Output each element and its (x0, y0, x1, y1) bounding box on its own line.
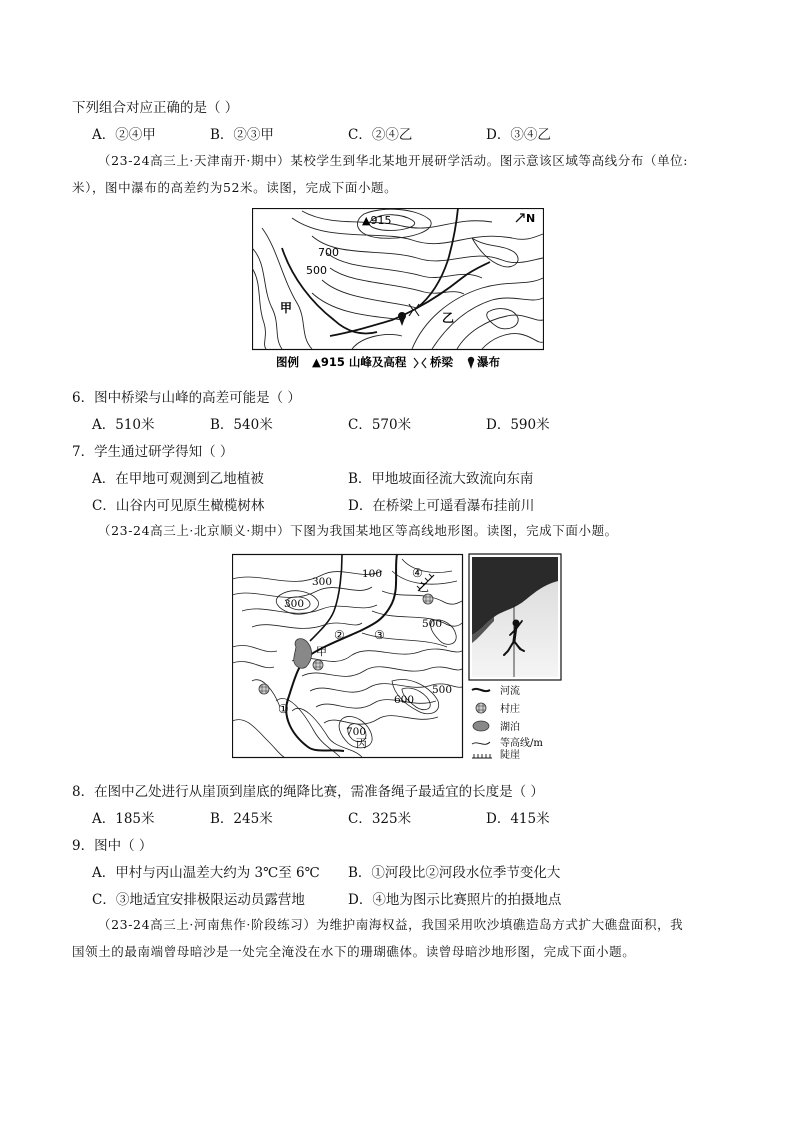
village-icon-west (259, 684, 269, 694)
label-yi: 乙 (442, 311, 455, 325)
q7-stem: 7．学生通过研学得知（ ） (72, 444, 234, 460)
q6-option-c: C．570米 (348, 417, 412, 433)
q9-option-b: B．①河段比②河段水位季节变化大 (348, 865, 561, 881)
q6-option-a: A．510米 (92, 417, 155, 433)
intro3-line1: （23-24高三上·河南焦作·阶段练习）为维护南海权益，我国采用吹沙填礁造岛方式扩大礁盘面积，我 (98, 917, 684, 932)
contour-label-700: 700 (318, 246, 339, 259)
m2-label-n1: ① (278, 702, 289, 716)
legend-cliff-icon (472, 754, 492, 758)
q9-option-c: C．③地适宜安排极限运动员露营地 (92, 892, 305, 908)
q7-option-d: D．在桥梁上可遥看瀑布挂前川 (348, 498, 535, 514)
m2-label-n2: ② (334, 628, 345, 642)
q8-option-a: A．185米 (92, 811, 155, 827)
q8-option-b: B．245米 (210, 811, 273, 827)
map2-legend (472, 684, 543, 759)
legend-waterfall-icon (468, 357, 474, 369)
q9-stem: 9．图中（ ） (72, 838, 153, 854)
contour-map-1 (252, 208, 544, 373)
q5-option-d: D．③④乙 (486, 127, 551, 143)
m2-label-100: 100 (362, 568, 383, 580)
m2-label-yi: 乙 (418, 581, 429, 594)
village-icon-yi (423, 594, 433, 604)
contour-map-2 (232, 551, 564, 759)
q5-stem: 下列组合对应正确的是（ ） (72, 100, 239, 116)
intro1-line2: 米），图中瀑布的高差约为52米。读图，完成下面小题。 (72, 180, 398, 195)
m2-label-jia: 甲 (316, 645, 327, 658)
m2-label-n4: ④ (412, 566, 423, 580)
legend-waterfall: 瀑布 (477, 355, 500, 369)
q8-option-d: D．415米 (486, 811, 550, 827)
q6-stem: 6．图中桥梁与山峰的高差可能是（ ） (72, 390, 301, 406)
m2-label-500b: 500 (432, 684, 453, 696)
peak-label: ▲915 (362, 214, 392, 227)
q5-option-a: A．②④甲 (92, 127, 156, 143)
contour-label-500: 500 (306, 264, 327, 277)
q6-option-b: B．540米 (210, 417, 273, 433)
intro2-line1: （23-24高三上·北京顺义·期中）下图为我国某地区等高线地形图。读图，完成下面小题。 (98, 523, 618, 538)
intro1-line1: （23-24高三上·天津南开·期中）某校学生到华北某地开展研学活动。图示意该区域等高线分布（单位: (98, 153, 689, 168)
q7-option-b: B．甲地坡面径流大致流向东南 (348, 471, 534, 487)
q9-option-d: D．④地为图示比赛照片的拍摄地点 (348, 892, 562, 908)
q9-option-a: A．甲村与丙山温差大约为 3℃至 6℃ (92, 865, 320, 881)
legend-bridge-icon (414, 358, 426, 368)
q5-option-c: C．②④乙 (348, 127, 413, 143)
q8-option-c: C．325米 (348, 811, 412, 827)
legend-lake: 湖泊 (500, 722, 520, 733)
m2-label-700: 700 (346, 726, 367, 738)
legend-title: 图例 (276, 355, 299, 369)
legend-bridge: 桥梁 (430, 355, 453, 369)
legend-village-icon (476, 703, 486, 713)
legend-cliff: 陡崖 (500, 750, 520, 759)
q7-option-a: A．在甲地可观测到乙地植被 (92, 471, 264, 487)
legend-village: 村庄 (500, 704, 520, 715)
legend-contour: 等高线/m (500, 738, 543, 749)
north-label: N (526, 212, 536, 225)
q8-stem: 8．在图中乙处进行从崖顶到崖底的绳降比赛，需准备绳子最适宜的长度是（ ） (72, 784, 544, 800)
climbing-photo (469, 554, 561, 680)
m2-label-500a: 500 (422, 618, 443, 630)
intro3-line2: 国领土的最南端曾母暗沙是一处完全淹没在水下的珊瑚礁体。读曾母暗沙地形图，完成下面小题。 (72, 944, 636, 959)
legend-lake-icon (473, 721, 489, 731)
q5-option-b: B．②③甲 (210, 127, 274, 143)
legend-river: 河流 (500, 686, 520, 697)
m2-label-300b: 300 (284, 598, 305, 610)
legend-peak: ▲915 山峰及高程 (312, 355, 407, 369)
legend-contour-icon (472, 742, 490, 744)
m2-label-bing: 丙 (356, 737, 367, 750)
legend-river-icon (472, 689, 490, 691)
m2-label-300a: 300 (312, 576, 333, 588)
q6-option-d: D．590米 (486, 417, 550, 433)
village-icon-jia (313, 660, 323, 670)
q7-option-c: C．山谷内可见原生橄榄树林 (92, 498, 265, 514)
label-jia: 甲 (280, 301, 293, 315)
m2-label-n3: ③ (374, 628, 385, 642)
m2-label-600: 600 (394, 694, 415, 706)
